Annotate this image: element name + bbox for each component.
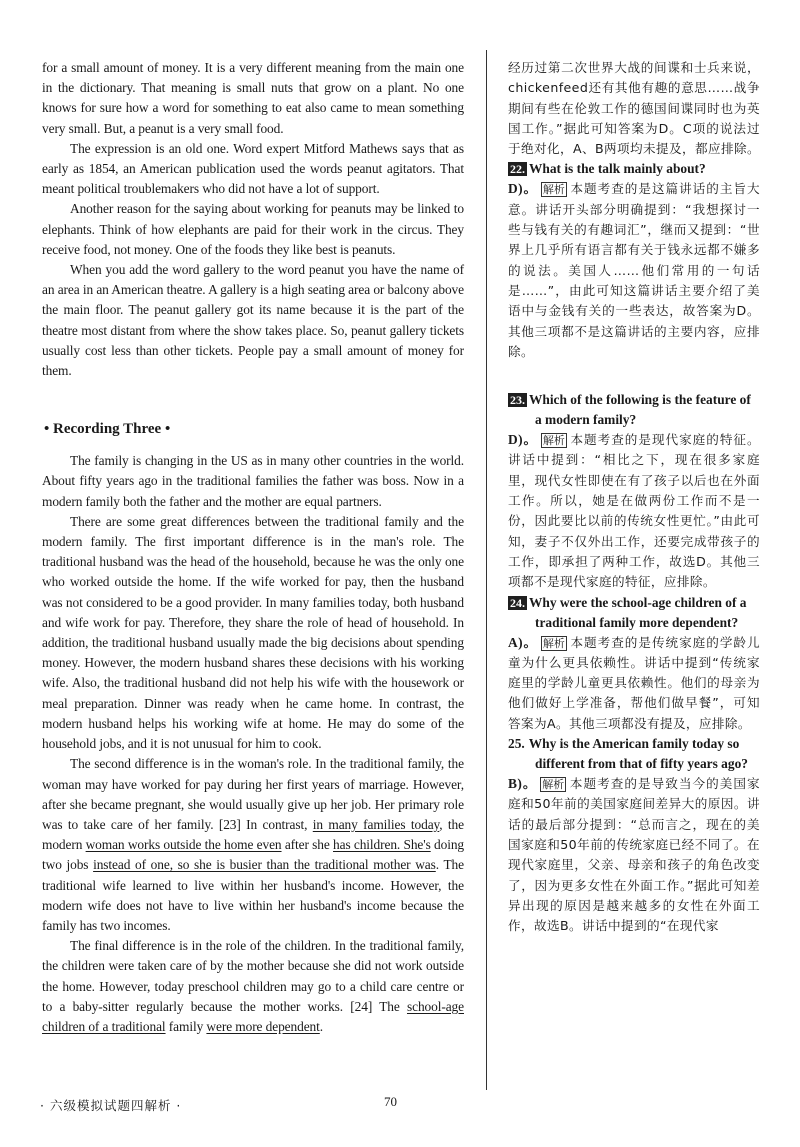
answer-letter: A)。 [508,634,538,650]
question-title [508,734,760,774]
analysis-tag: 解析 [542,778,565,792]
underlined-text: in many families today [312,816,440,832]
page-number: 70 [384,1094,397,1109]
underlined-text: instead of one, so she is busier than the traditional mother was [93,857,436,873]
question-title [508,593,760,633]
underlined-text: woman works outside the home even [85,837,282,853]
answer-letter: D)。 [508,432,538,448]
answer-explanation [508,774,760,936]
footer-label: · 六级模拟试题四解析 · [40,1098,182,1113]
question-text: Why is the American family today so different from that of fifty years ago? [528,736,748,772]
underlined-text: school-age children of a traditional [42,998,464,1034]
paragraph: Another reason for the saying about working for peanuts may be linked to elephants. Think of how elephants are paid for their work in the circus. They receive food, not money. One of the foods they like best is peanuts. [42,201,464,257]
explanation-text: 本题考查的是传统家庭的学龄儿童为什么更具依赖性。讲话中提到“传统家庭里的学龄儿童更具依赖性。他们的母亲为他们做好上学准备，帮他们做早餐”，可知答案为A。其他三项都没有提及，应排除。 [508,634,760,731]
analysis-tag: 解析 [542,183,565,197]
paragraph: The expression is an old one. Word expert Mitford Mathews says that as early as 1854, an American publication used the words peanut agitators. That meant political troublemakers who did not have a lot of support. [42,140,464,197]
answer-letter: B)。 [508,776,538,792]
explanation-text: 本题考查的是现代家庭的特征。讲话中提到：“相比之下，现在很多家庭里，现代女性即使在有了孩子以后也在外面工作。所以，她是在做两份工作而不是一份，因此要比以前的传统女性更忙。”由此可知，妻子不仅外出工作，还要完成带孩子的工作，即承担了两种工作，故选D。其他三项都不是现代家庭的特征，应排除。 [508,432,760,590]
answer-explanation [508,633,760,734]
paragraph: There are some great differences between the traditional family and the modern family. The first important difference is in the man's role. The traditional husband was the head of the household, because he was the only one who worked outside the home. If the wife worked for pay, then the husband was not considered to be a good provider. In many families today, both husband and wife work for pay. Therefore, they share the role of head of household. In addition, the traditional husband usually made the big decisions about spending money. However, the modern husband shares these decisions with his working wife. Also, the traditional husband did not help his wife with the housework or meal preparation. Dinner was ready when he came home. In contrast, the modern husband helps his working wife at home. He may do some of the household jobs, and it is not unusual for him to cook. [42,513,464,752]
text-run: The final difference is in the role of the children. In the traditional family, the children were taken care of by the mother because she did not work outside the home. However, today preschool children may go to a child care centre or to a baby-sitter regularly because the mother works. [24] The [42,938,464,1014]
answer-explanation [508,430,760,592]
question-number: 23. [510,393,525,408]
underlined-text: were more dependent [206,1018,320,1034]
paragraph: When you add the word gallery to the word peanut you have the name of an area in an American theatre. A gallery is a high seating area or balcony above the main floor. The peanut gallery got its name because it is the part of the theatre most distant from where the show takes place. So, peanut gallery tickets usually cost less than other tickets. People pay a small amount of money for them. [42,262,464,379]
section-title: • Recording Three • [44,421,171,438]
left-column [42,58,464,1037]
question-number: 24. [510,595,525,610]
explanation-text: 本题考查的是导致当今的美国家庭和50年前的美国家庭间差异大的原因。讲话的最后部分提到：“总而言之，现在的美国家庭和50年前的传统家庭已经不同了。在现代家庭里，父亲、母亲和孩子的角色改变了，因为更多女性在外面工作。”据此可知差异出现的原因是越来越多的女性在外面工作，故选B。讲话中提到的“在现代家 [508,776,760,934]
question-text: Which of the following is the feature of a modern family? [529,392,751,428]
paragraph-24 [42,936,464,1037]
answer-explanation [508,179,760,362]
text-run: after she [281,837,334,853]
question-25 [508,734,760,936]
underlined-text: has children. She's [333,837,431,853]
analysis-tag: 解析 [542,636,565,650]
question-number: 25. [508,736,525,752]
continued-explanation: 经历过第二次世界大战的间谍和士兵来说，chickenfeed还有其他有趣的意思……战争期间有些在伦敦工作的德国间谍同时也为英国工作。”据此可知答案为D。C项的说法过于绝对化，A、B两项均未提及，都应排除。 [508,60,760,157]
question-23 [508,390,760,592]
column-divider [486,50,487,1090]
text-run: The second difference is in the woman's role. In the traditional family, the woman may have worked for pay during her first years of marriage. However, after she became pregnant, she would usually give up her job. Her primary role was to take care of her family. [23] In contrast, [42,756,464,832]
text-run: . The traditional wife learned to live within her husband's income. However, the modern wife does not have to live within her husband's income because the family has two incomes. [42,857,464,933]
text-run: doing two jobs [42,837,465,873]
explanation-text: 本题考查的是这篇讲话的主旨大意。讲话开头部分明确提到：“我想探讨一些与钱有关的有趣词汇”，继而又提到：“世界上几乎所有语言都有关于钱永远都不嫌多的说法。美国人……他们常用的一句话是……”，由此可知这篇讲话主要介绍了美语中与金钱有关的一些表达，故答案为D。其他三项都不是这篇讲话的主要内容，应排除。 [508,181,760,359]
question-24 [508,593,760,734]
paragraph: The family is changing in the US as in many other countries in the world. About fifty years ago in the traditional families the father was boss. Now in a modern family both the father and the mother are equal partners. [42,453,464,509]
question-text: Why were the school-age children of a traditional family more dependent? [529,594,747,630]
question-22 [508,159,760,362]
answer-letter: D)。 [508,181,538,197]
question-title [508,390,760,430]
text-run: . [319,1018,324,1034]
question-title [508,159,760,179]
right-column [508,58,760,936]
analysis-tag: 解析 [542,434,565,448]
question-number: 22. [510,162,525,177]
text-run: family [165,1018,207,1034]
paragraph-23 [42,754,464,936]
text-run: , the modern [42,816,464,853]
question-text: What is the talk mainly about? [529,161,706,177]
paragraph: for a small amount of money. It is a very different meaning from the main one in the dictionary. That meaning is small nuts that grow on a plant. No one knows for sure how a word for something to eat also came to mean something very small. But, a peanut is a very small food. [42,60,464,136]
